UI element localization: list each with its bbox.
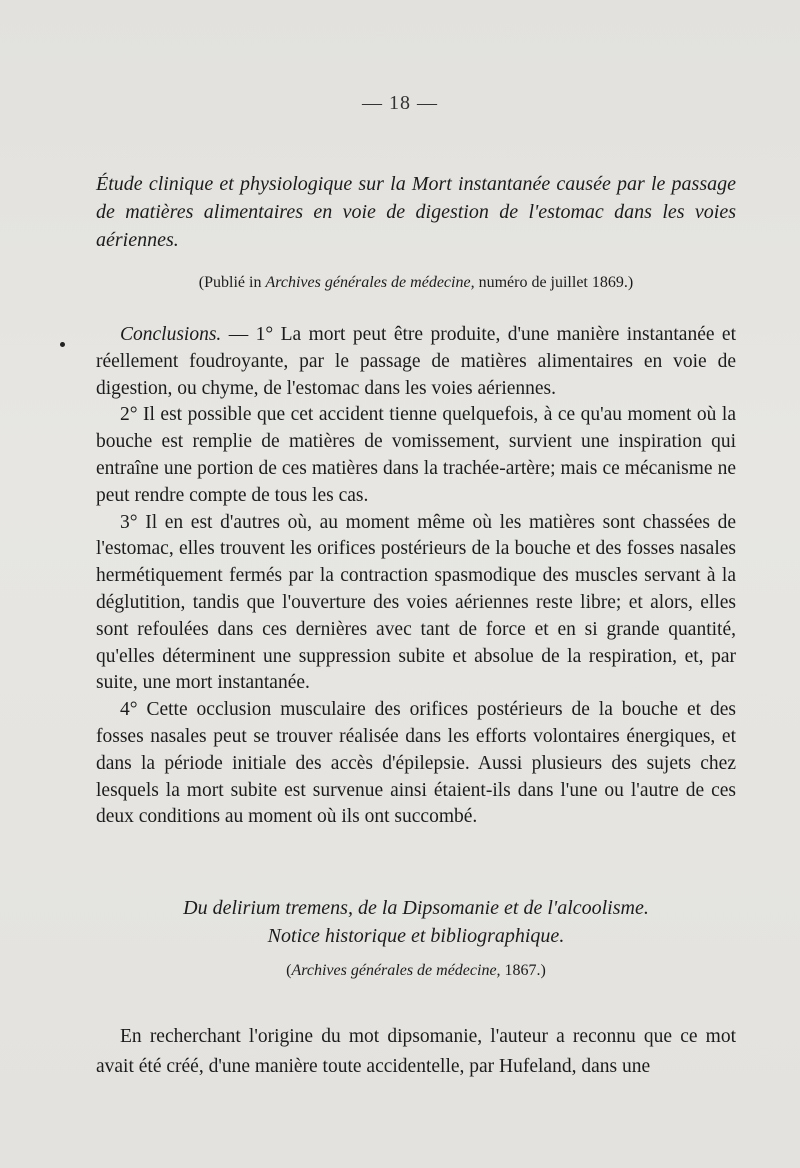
publication-note-2 (96, 962, 736, 980)
publication-note-prefix: (Publié in (198, 274, 266, 291)
page-number: — 18 — (362, 92, 438, 114)
conclusion-paragraph-2: 2° Il est possible que cet accident tienne quelquefois, à ce qu'au moment où la bouche est remplie de matières de vomissement, survient une inspiration qui entraîne une portion de ces matières dans la trachée-artère; mais ce mécanisme ne peut rendre compte de tous les cas. (96, 404, 736, 506)
publication-note-suffix: numéro de juillet 1869.) (474, 274, 634, 291)
publication-note-2-suffix: 1867.) (500, 962, 546, 979)
section-title-delirium (96, 894, 736, 950)
publication-journal-2: Archives générales de médecine, (291, 962, 501, 979)
section-title-mort-instantanee: Étude clinique et physiologique sur la Mort instantanée causée par le passage de matières alimentaires en voie de digestion de l'estomac dans les voies aériennes. (96, 173, 736, 251)
conclusions-label: Conclusions. (120, 324, 222, 345)
section-title-line-2: Notice historique et bibliographique. (267, 925, 565, 947)
section-title-line-1: Du delirium tremens, de la Dipsomanie et de l'alcoolisme. (183, 897, 649, 919)
conclusion-paragraph-4: 4° Cette occlusion musculaire des orifices postérieurs de la bouche et des fosses nasales peut se trouver réalisée dans les efforts volontaires énergiques, et dans la période initiale des accès d'épilepsie. Aussi plusieurs des sujets chez lesquels la mort subite est survenue ainsi étaient-ils dans l'une ou l'autre de ces deux conditions au moment où ils ont succombé. (96, 699, 736, 828)
dipsomanie-body (96, 1022, 736, 1082)
dipsomanie-paragraph: En recherchant l'origine du mot dipsomanie, l'auteur a reconnu que ce mot avait été créé, d'une manière toute accidentelle, par Hufeland, dans une (96, 1026, 736, 1077)
conclusion-paragraph-1 (96, 322, 736, 402)
publication-journal: Archives générales de médecine, (265, 274, 475, 291)
conclusion-text-1: — 1° La mort peut être produite, d'une manière instantanée et réellement foudroyante, par le passage de matières alimentaires en voie de digestion, ou chyme, de l'estomac dans les voies aériennes. (96, 324, 736, 399)
publication-note-2-open: ( (286, 962, 292, 979)
margin-mark (60, 342, 65, 347)
conclusions-body (96, 322, 736, 831)
conclusion-paragraph-3: 3° Il en est d'autres où, au moment même où les matières sont chassées de l'estomac, elles trouvent les orifices postérieurs de la bouche et des fosses nasales hermétiquement fermés par la contraction spasmodique des muscles servant à la déglutition, tandis que l'ouverture des voies aériennes reste libre; et alors, elles sont refoulées dans ces dernières avec tant de force et en si grande quantité, qu'elles déterminent une suppression subite et absolue de la respiration, et, par suite, une mort instantanée. (96, 511, 736, 694)
publication-note (96, 274, 736, 292)
